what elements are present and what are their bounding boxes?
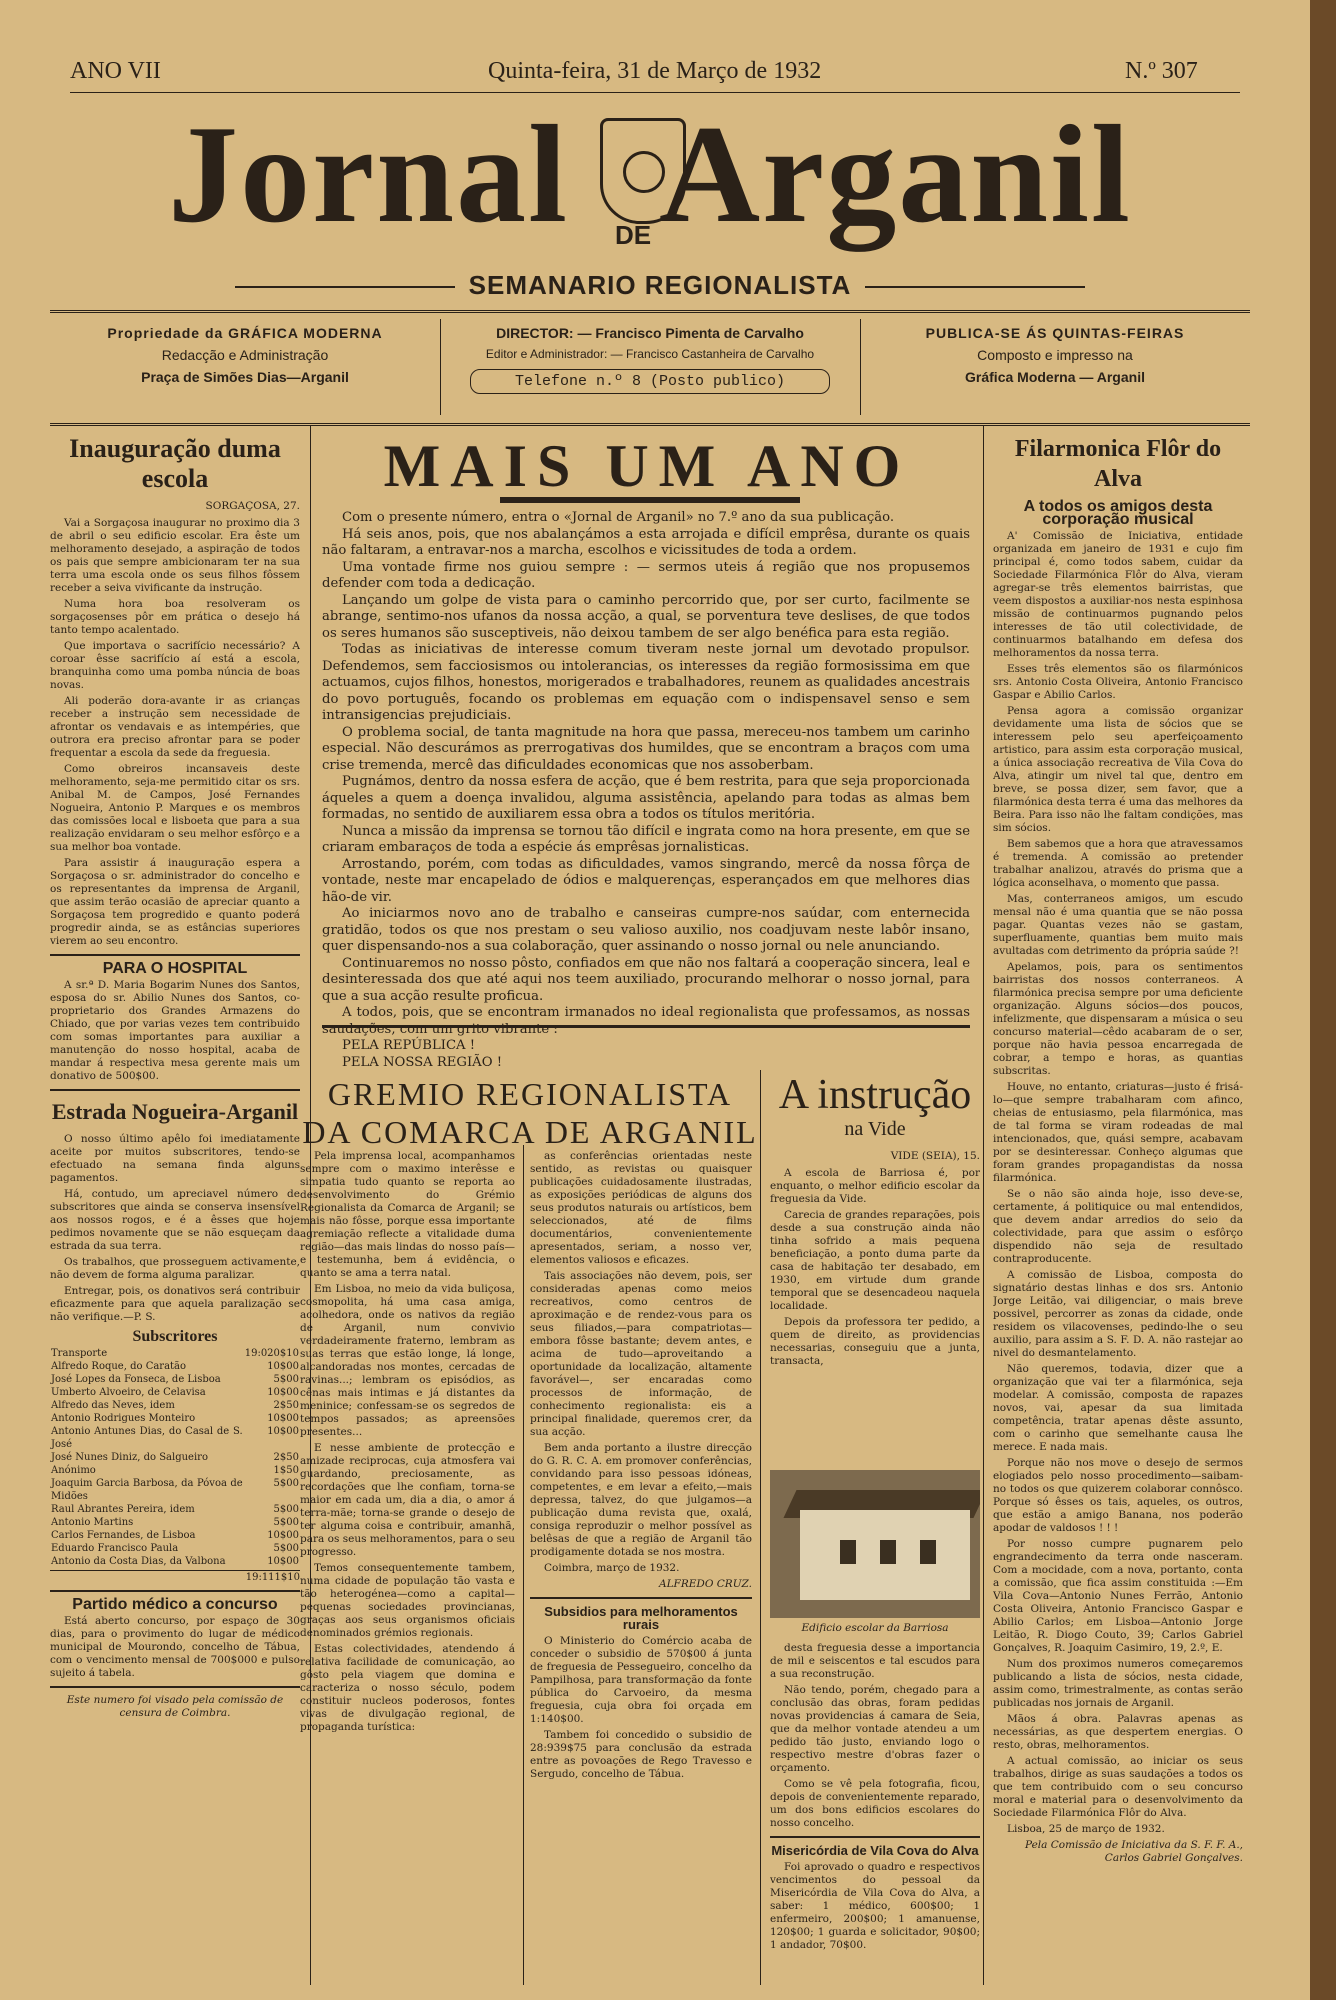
title-left: Jornal — [168, 97, 569, 252]
paragraph: Por nosso cumpre pugnarem pelo engrandecimento da terra onde nasceram. Com a mocidade, com a nova, portanto, conta a comissão, que fica assim constituida :—Em Vila Cova—Antonio Nunes Ferrão, Antonio Costa Oliveira, Antonio Francisco Gaspar e Abilio Carlos; em Lisboa—Antonio Jorge Leitão, R. Diogo Couto, 39; Carlos Gabriel Gonçalves, R. Joaquim Casimiro, 19, 2.º, E. — [993, 1538, 1243, 1654]
subscribers-table — [50, 1347, 300, 1568]
school-photo — [770, 1470, 980, 1618]
paragraph: Num dos proximos numeros começaremos publicando a lista de sócios, nesta cidade, assim como, trimestralmente, as contas serão publicadas nos jornais de Arganil. — [993, 1658, 1243, 1709]
paragraph: Se o não são ainda hoje, isso deve-se, certamente, á politiquice ou mal entendidos, que devem andar arredios do seio da colectividade, para que assim o esfôrço dispendido não seja de resultado contraproducente. — [993, 1188, 1243, 1265]
dateline: Coimbra, março de 1932. — [544, 1562, 680, 1574]
subscriber-value: 5$00 — [273, 1374, 299, 1385]
subscriber-name: Umberto Alvoeiro, de Celavisa — [51, 1387, 206, 1398]
top-line — [70, 50, 1240, 90]
escola-title: Inauguração duma escola — [69, 434, 281, 493]
issue-date: Quinta-feira, 31 de Março de 1932 — [488, 58, 822, 84]
subscriber-name: José Lopes da Fonseca, de Lisboa — [51, 1374, 221, 1385]
hospital-title: PARA O HOSPITAL — [102, 960, 248, 977]
phone: Telefone n.º 8 (Posto publico) — [470, 369, 830, 394]
signature: Pela Comissão de Iniciativa da S. F. F. A., Carlos Gabriel Gonçalves. — [1025, 1839, 1243, 1864]
paragraph: Não tendo, porém, chegado para a conclusão das obras, foram pedidas novas providencias á camara de Seia, que da melhor vontade atendeu a um pedido tão justo, enviando logo o respectivo mestre d'obras fazer o orçamento. — [770, 1684, 980, 1774]
subscriber-name: Raul Abrantes Pereira, idem — [51, 1504, 195, 1515]
paragraph: Não queremos, todavia, dizer que a organização que vai ter a filarmónica, seja modelar. A comissão, composta de rapazes novos, vai, apesar da sua limitada competência, tratar apenas dêste assunto, com o carinho que semelhante causa lhe merece. E nada mais. — [993, 1363, 1243, 1453]
paragraph: Nunca a missão da imprensa se tornou tão difícil e ingrata como na hora presente, em que se criaram embaraços de toda a espécie ás emprêsas jornalisticas. — [322, 823, 970, 855]
year: ANO VII — [70, 58, 161, 84]
subscriber-name: Joaquim Garcia Barbosa, da Póvoa de Midões — [51, 1478, 243, 1502]
redaccao: Redacção e Administração — [161, 347, 329, 363]
instrucao-dateline: VIDE (SEIA), 15. — [890, 1150, 980, 1162]
subscriber-name: Alfredo das Neves, idem — [51, 1400, 175, 1411]
paragraph: Foi aprovado o quadro e respectivos vencimentos do pessoal da Misericórdia de Vila Cova do Alva, a saber: 1 médico, 600$00; 1 enfermeiro, 200$00; 1 amanuense, 120$00; 1 guarda e solicitador, 90$00; 1 andador, 70$00. — [770, 1861, 980, 1951]
table-row — [50, 1477, 300, 1503]
paragraph: A' Comissão de Iniciativa, entidade organizada em janeiro de 1931 e cujo fim principal é, como todos sabem, cuidar da Sociedade Filarmónica Flôr do Alva, vieram agregar-se três elementos bairristas, que veem dispostos a auxiliar-nos nesta espinhosa missão de continuarmos pugnando pelos interesses de tão util colectividade, de continuarmos batalhando em defesa dos melhoramentos da nossa terra. — [993, 530, 1243, 659]
coat-of-arms-icon — [600, 118, 686, 224]
paragraph: A escola de Barriosa é, por enquanto, o melhor edificio escolar da freguesia da Vide. — [770, 1167, 980, 1205]
paragraph: Apelamos, pois, para os sentimentos bairristas dos nossos conterraneos. A filarmónica precisa sempre por uma deficiente organização. Alguns sócios—dos poucos, infelizmente, que dispensaram a música o seu concurso material—cêdo acabaram de o ser, porque não havia pessoa encarregada de cobrar, a tempo e horas, as quantias subscritas. — [993, 961, 1243, 1077]
subscriber-name: Transporte — [51, 1348, 108, 1359]
paragraph: as conferências orientadas neste sentido, as revistas ou quaisquer publicações cuidadosamente ilustradas, as exposições periódicas de alguns dos seus produtos naturais ou artísticos, bem seleccionados, até de films documentários, convenientemente apresentados, seriam, a nosso ver, elementos valiosos e eficazes. — [530, 1150, 752, 1266]
paragraph: Como obreiros incansaveis deste melhoramento, seja-me permitido citar os srs. Anibal M. de Campos, José Fernandes Nogueira, Antonio P. Marques e os membros das comissões local e lisboeta que para a sua realização envidaram o seu melhor esfôrço e a sua melhor boa vontade. — [50, 763, 300, 853]
subsidios-title: Subsidios para melhoramentos rurais — [544, 1604, 738, 1632]
paragraph: Mas, conterraneos amigos, um escudo mensal não é uma quantia que se não possa pagar. Quantas vezes não se gastam, superfluamente, quantias bem muito mais avultadas com detrimento da própria saúde ?! — [993, 893, 1243, 957]
paragraph: Porque não nos move o desejo de sermos elogiados pelo nosso procedimento—saibam-no todos os que quizerem colaborar connôsco. Porque só êsses os tais, aqueles, os outros, que estão a amigo Banana, nos poderão apodar de valdosos ! ! ! — [993, 1457, 1243, 1534]
paragraph: Numa hora boa resolveram os sorgaçosenses pôr em prática o desejo há tanto tempo acalentado. — [50, 598, 300, 636]
address: Praça de Simões Dias—Arganil — [141, 369, 349, 385]
paragraph: A comissão de Lisboa, composta do signatário destas linhas e dos srs. Antonio Jorge Leitão, vai diligenciar, o mais breve possivel, percorrer as zonas da cidade, onde residem os vilacovenses, pedindo-lhe o seu auxilio, para assim a S. F. D. A. não rastejar ao nivel do desmantelamento. — [993, 1269, 1243, 1359]
paragraph: Que importava o sacrifício necessário? A coroar êsse sacrifício aí está a escola, branquinha como uma pomba núncia de boas novas. — [50, 640, 300, 691]
subscriber-value: 5$00 — [273, 1504, 299, 1515]
subscriber-value: 10$00 — [267, 1530, 299, 1541]
paragraph: Uma vontade firme nos guiou sempre : — sermos uteis á região que nos propusemos defender com toda a dedicação. — [322, 559, 970, 591]
paragraph: A actual comissão, ao iniciar os seus trabalhos, dirige as suas saudações a todos os que tem contribuido com o seu concurso moral e material para o desenvolvimento da Sociedade Filarmónica Flôr do Alva. — [993, 1755, 1243, 1819]
subscriber-name: Eduardo Francisco Paula — [51, 1543, 179, 1554]
paragraph: O problema social, de tanta magnitude na hora que passa, mereceu-nos tambem um carinho especial. Não descurámos as prerrogativas dos humildes, que se encontram a braços com uma crise tremenda, mercê das dificuldades economicas que nos assoberbam. — [322, 724, 970, 773]
sign-date: Lisboa, 25 de março de 1932. — [1007, 1823, 1165, 1835]
printed: Composto e impresso na — [977, 347, 1133, 363]
table-row — [50, 1464, 300, 1477]
masthead — [60, 97, 1240, 290]
editor: Editor e Administrador: — Francisco Castanheira de Carvalho — [485, 347, 815, 361]
paragraph: Lançando um golpe de vista para o caminho percorrido que, por ser curto, facilmente se abrange, sentimo-nos ufanos da nossa acção, a qual, se porventura teve deslises, de que todos os seres humanos são susceptiveis, não deixou tambem de ser algo benéfica para esta região. — [322, 592, 970, 641]
subscriber-name: Antonio Rodrigues Monteiro — [51, 1413, 196, 1424]
table-row — [50, 1360, 300, 1373]
filarmonica-subtitle: A todos os amigos desta corporação musical — [1023, 498, 1213, 528]
paragraph: Mãos á obra. Palavras apenas as necessárias, as que despertem energias. O resto, obras, melhoramentos. — [993, 1713, 1243, 1751]
instrucao-subtitle: na Vide — [844, 1118, 906, 1140]
subscriber-value: 5$00 — [273, 1517, 299, 1528]
subscriber-value: 10$00 — [267, 1361, 299, 1372]
left-column — [50, 430, 300, 1990]
paragraph: Os trabalhos, que prosseguem activamente, não devem de forma alguma paralizar. — [50, 1256, 300, 1281]
paragraph: Está aberto concurso, por espaço de 30 dias, para o provimento do lugar de médico municipal de Mourondo, concelho de Tábua, com o vencimento mensal de 700$000 e pulso sujeito á tabela. — [50, 1615, 300, 1679]
subscriber-name: Carlos Fernandes, de Lisboa — [51, 1530, 196, 1541]
table-row — [50, 1425, 300, 1451]
table-row — [50, 1555, 300, 1568]
paragraph: O Ministerio do Comércio acaba de conceder o subsidio de 570$00 á junta de freguesia de Pessegueiro, concelho da Pampilhosa, para transformação da fonte pública do Carvoeiro, da mesma freguesia, cuja obra foi orçada em 1:140$00. — [530, 1635, 752, 1725]
gremio-title: GREMIO REGIONALISTA DA COMARCA DE ARGANIL — [302, 1076, 758, 1150]
subscriber-value: 10$00 — [267, 1387, 299, 1398]
subs-total: 19:111$10 — [50, 1570, 300, 1584]
paragraph: Depois da professora ter pedido, a quem de direito, as providencias necessarias, conseguiu que a junta, transacta, — [770, 1316, 980, 1367]
table-row — [50, 1399, 300, 1412]
paragraph: Temos consequentemente tambem, numa cidade de população tão vasta e tão heterogénea—como a capital—pequenas sociedades provincianas, graças aos seus organismos oficiais denominados grémios regionais. — [300, 1562, 515, 1639]
table-row — [50, 1451, 300, 1464]
paragraph: Bem sabemos que a hora que atravessamos é tremenda. A comissão ao pretender trabalhar analizou, através do prisma que a lógica aconselhava, o momento que passa. — [993, 838, 1243, 889]
paragraph: Bem anda portanto a ilustre direcção do G. R. C. A. em promover conferências, convidando para isso pessoas idóneas, competentes, e em levar a efeito,—mais depressa, talvez, do que julgamos—a publicação duma revista que, oxalá, consiga reproduzir o melhor possível as belêsas de que a região de Arganil tão prodigamente dotada se nos mostra. — [530, 1442, 752, 1558]
escola-dateline: SORGAÇOSA, 27. — [205, 500, 300, 512]
paragraph: Vai a Sorgaçosa inaugurar no proximo dia 3 de abril o seu edificio escolar. Era êste um melhoramento desejado, a aspiração de todos os pais que sempre ambicionaram ter na sua terra uma escola onde os seus filhos fôssem receber a seiva vivificante da instrução. — [50, 517, 300, 594]
binding-spine — [1310, 0, 1336, 2000]
gremio-col-b — [530, 1150, 752, 1990]
subscriber-value: 2$50 — [273, 1452, 299, 1463]
subscriber-value: 1$50 — [273, 1465, 299, 1476]
paragraph: Como se vê pela fotografia, ficou, depois de convenientemente reparado, um dos bons edificios escolares do nosso concelho. — [770, 1778, 980, 1829]
subscriber-name: José Nunes Diniz, do Salgueiro — [51, 1452, 208, 1463]
misericordia-title: Misericórdia de Vila Cova do Alva — [771, 1843, 979, 1858]
info-bar — [50, 310, 1250, 426]
table-row — [50, 1503, 300, 1516]
closing-cry: PELA NOSSA REGIÃO ! — [342, 1054, 503, 1070]
paragraph: Entregar, pois, os donativos será contribuir eficazmente para que aquela paralização se não verifique.—P. S. — [50, 1285, 300, 1323]
subscriber-name: Antonio Martins — [51, 1517, 134, 1528]
table-row — [50, 1516, 300, 1529]
subscriber-name: Antonio da Costa Dias, da Valbona — [51, 1556, 226, 1567]
paragraph: Ao iniciarmos novo ano de trabalho e canseiras cumpre-nos saúdar, com enternecida gratidão, todos os que nos prestam o seu valioso auxilio, nos coadjuvam neste labôr insano, quer dispensando-nos a sua colaboração, quer assinando o nosso jornal ou nele anunciando. — [322, 906, 970, 954]
paragraph: Há seis anos, pois, que nos abalançámos a esta arrojada e difícil emprêsa, durante os quais não faltaram, a entravar-nos a marcha, escolhos e vicissitudes de toda a ordem. — [322, 526, 970, 558]
paragraph: Tambem foi concedido o subsidio de 28:939$75 para conclusão da estrada entre as povoações de Rego Travesso e Sergudo, concelho de Tábua. — [530, 1729, 752, 1780]
subscriber-value: 10$00 — [267, 1426, 299, 1437]
owner: Propriedade da GRÁFICA MODERNA — [107, 325, 383, 341]
paragraph: Todas as iniciativas de interesse comum tiveram neste jornal um devotado propulsor. Defendemos, sem facciosismos ou intolerancias, os interesses da região formosissima em que actuamos, cujos filhos, honestos, morigerados e trabalhadores, reunem as qualidades ancestrais do povo português, focando os problemas em equação com o indispensavel senso e sem intransigencias prejudiciais. — [322, 642, 970, 723]
subscriber-name: Alfredo Roque, do Caratão — [51, 1361, 187, 1372]
paragraph: Carecia de grandes reparações, pois desde a sua construção ainda não tinha sofrido a mais pequena beneficiação, a ponto duma parte da casa de habitação ter desabado, em 1930, em virtude dum grande temporal que se desencadeou naquela localidade. — [770, 1209, 980, 1312]
filarmonica-title: Filarmonica Flôr do Alva — [1014, 436, 1222, 492]
instrucao-bottom — [770, 1642, 980, 1987]
subscriber-name: Anónimo — [51, 1465, 96, 1476]
published: PUBLICA-SE ÁS QUINTAS-FEIRAS — [925, 325, 1185, 341]
paragraph: Continuaremos no nosso pôsto, confiados em que não nos faltará a cooperação sincera, leal e desinteressada dos que até aqui nos teem auxiliado, procurando melhorar o nosso jornal, para que a sua acção resulte proficua. — [322, 955, 970, 1004]
subscriber-value: 10$00 — [267, 1413, 299, 1424]
issue-number: N.º 307 — [1125, 58, 1198, 84]
paragraph: desta freguesia desse a importancia de mil e seiscentos e tal escudos para a sua reconstrução. — [770, 1642, 980, 1680]
table-row — [50, 1412, 300, 1425]
table-row — [50, 1347, 300, 1360]
subscriber-value: 10$00 — [267, 1556, 299, 1567]
author: ALFREDO CRUZ. — [658, 1578, 752, 1590]
printer: Gráfica Moderna — Arganil — [965, 369, 1145, 385]
main-article — [322, 510, 970, 1071]
paragraph: E nesse ambiente de protecção e amizade reciprocas, cuja atmosfera vai guardando, preciosamente, as recordações que lhe confiam, torna-se maior em cada um, dia a dia, o amor á terra-mãe; torna-se grande o desejo de ter alguma coisa e contribuir, amanhã, para os seus melhoramentos, para o seu progresso. — [300, 1442, 515, 1558]
paragraph: Estas colectividades, atendendo á relativa facilidade de comunicação, ao gôsto pela viagem que domina e caracteriza o nosso século, podem constituir nucleos poderosos, fontes vivas de divulgação regional, de propaganda turística: — [300, 1643, 515, 1733]
subscriber-name: Antonio Antunes Dias, do Casal de S. José — [51, 1426, 243, 1450]
subs-title: Subscritores — [132, 1328, 218, 1345]
table-row — [50, 1529, 300, 1542]
paragraph: Ali poderão dora-avante ir as crianças receber a instrução sem necessidade de afrontar os vendavais e as intempéries, que outrora era preciso afrontar para se poder frequentar a escola da sede da freguesia. — [50, 695, 300, 759]
subscriber-value: 2$50 — [273, 1400, 299, 1411]
instrucao-title: A instrução — [778, 1072, 972, 1118]
gremio-col-a — [300, 1150, 515, 1990]
right-column — [993, 430, 1243, 1990]
paragraph: Esses três elementos são os filarmónicos srs. Antonio Costa Oliveira, Antonio Francisco Gaspar e Abilio Carlos. — [993, 663, 1243, 701]
paragraph: A todos, pois, que se encontram irmanados no ideal regionalista que professamos, as nossas saudações, com um grito vibrante : — [322, 1005, 970, 1037]
photo-caption: Edificio escolar da Barriosa — [801, 1622, 949, 1634]
censorship-note: Este numero foi visado pela comissão de censura de Coimbra. — [66, 1694, 284, 1719]
paragraph: Tais associações não devem, pois, ser consideradas apenas como meios recreativos, como centros de aproximação e de rendez-vous para os seus filiados,—para compatriotas—embora fôsse bastante; devem antes, e acima de tudo—aproveitando a oportunidade da localização, altamente favorável—, ser encaradas como processos de informação, de conhecimento regionalista: eis a principal finalidade, queremos crer, da sua acção. — [530, 1270, 752, 1438]
paragraph: Com o presente número, entra o «Jornal de Arganil» no 7.º ano da sua publicação. — [342, 510, 895, 525]
subscriber-value: 5$00 — [273, 1543, 299, 1554]
director: DIRECTOR: — Francisco Pimenta de Carvalho — [496, 325, 804, 341]
estrada-title: Estrada Nogueira-Arganil — [51, 1099, 299, 1124]
paragraph: Arrostando, porém, com todas as dificuldades, vamos singrando, mercê da nossa fôrça de vontade, neste mar encapelado de ódios e malquerenças, esperançados em que melhores dias hão-de vir. — [322, 856, 970, 905]
subscriber-value: 5$00 — [273, 1478, 299, 1489]
paragraph: Pela imprensa local, acompanhamos sempre com o maximo interêsse e simpatia tudo quanto se reporta ao desenvolvimento do Grémio Regionalista da Comarca de Arganil; se mais não fôsse, porque essa importante agremiação reflecte a vitalidade duma região—das mais lindas do nosso país—e testemunha, bem á evidência, o quanto se ama a terra natal. — [300, 1150, 515, 1279]
headline: MAIS UM ANO — [383, 433, 911, 499]
paragraph: Pugnámos, dentro da nossa esfera de acção, que é bem restrita, para que seja proporcionada áqueles a quem a doença invalidou, alguma assistência, apelando para todas as almas bem formadas, no sentido de auxiliarem essa obra a todos os títulos meritória. — [322, 774, 970, 822]
title-de: DE — [615, 220, 652, 250]
paragraph: Houve, no entanto, criaturas—justo é frisá-lo—que sempre trabalharam com afinco, cheias de entusiasmo, pela filarmónica, mas de tal forma se viram rodeadas de mal intencionados, que, quási sempre, acabavam por se desinteressar. Conheço algumas que foram grandes propagandistas da nossa filarmónica. — [993, 1081, 1243, 1184]
medico-title: Partido médico a concurso — [72, 1596, 278, 1613]
paragraph: Pensa agora a comissão organizar devidamente uma lista de sócios que se interessem pelo seu aperfeiçoamento artistico, para assim esta corporação musical, a única associação recreativa de Vila Cova do Alva, atingir um nivel tal que, dentro em breve, se possa dizer, sem favor, que a filarmónica desta terra é uma das melhores da Beira. Para isso não lhe faltam condições, mas sim sócios. — [993, 705, 1243, 834]
table-row — [50, 1373, 300, 1386]
paragraph: Há, contudo, um apreciavel número de subscritores que ainda se conserva insensível aos nossos rogos, e é a êsses que hoje pedimos novamente que se não esqueçam da estrada da sua terra. — [50, 1188, 300, 1252]
paragraph: Para assistir á inauguração espera a Sorgaçosa o sr. administrador do concelho e os representantes da imprensa de Arganil, que assim terão ocasião de apreciar quanto a Sorgaçosa tem progredido e quanto poderá progredir ainda, se as estâncias superiores vierem ao seu encontro. — [50, 857, 300, 947]
table-row — [50, 1542, 300, 1555]
paragraph: O nosso último apêlo foi imediatamente aceite por muitos subscritores, tendo-se efectuado na semana finda alguns pagamentos. — [50, 1133, 300, 1184]
paragraph: A sr.ª D. Maria Bogarim Nunes dos Santos, esposa do sr. Abilio Nunes dos Santos, co-proprietario dos Grandes Armazens do Chiado, que por varias vezes tem contribuido com somas importantes para auxiliar a manutenção do nosso hospital, acaba de mandar á respectiva mesa gerente mais um donativo de 500$00. — [50, 979, 300, 1082]
subtitle: SEMANARIO REGIONALISTA — [160, 270, 1160, 301]
instrucao-top — [770, 1150, 980, 1465]
table-row — [50, 1386, 300, 1399]
title-right: Arganil — [659, 97, 1132, 252]
subscriber-value: 19:020$10 — [244, 1348, 299, 1359]
closing-cry: PELA REPÚBLICA ! — [342, 1038, 476, 1053]
paragraph: Em Lisboa, no meio da vida buliçosa, cosmopolita, há uma casa amiga, acolhedora, onde os nativos da região de Arganil, num convivio verdadeiramente fraterno, lembram as suas terras que estão longe, lá longe, alcandoradas nos montes, cercadas de ravinas...; lembram os episódios, as cênas mais intimas e já distantes da meninice; confessam-se os segredos de tempos passados; as apreensões presentes... — [300, 1283, 515, 1438]
